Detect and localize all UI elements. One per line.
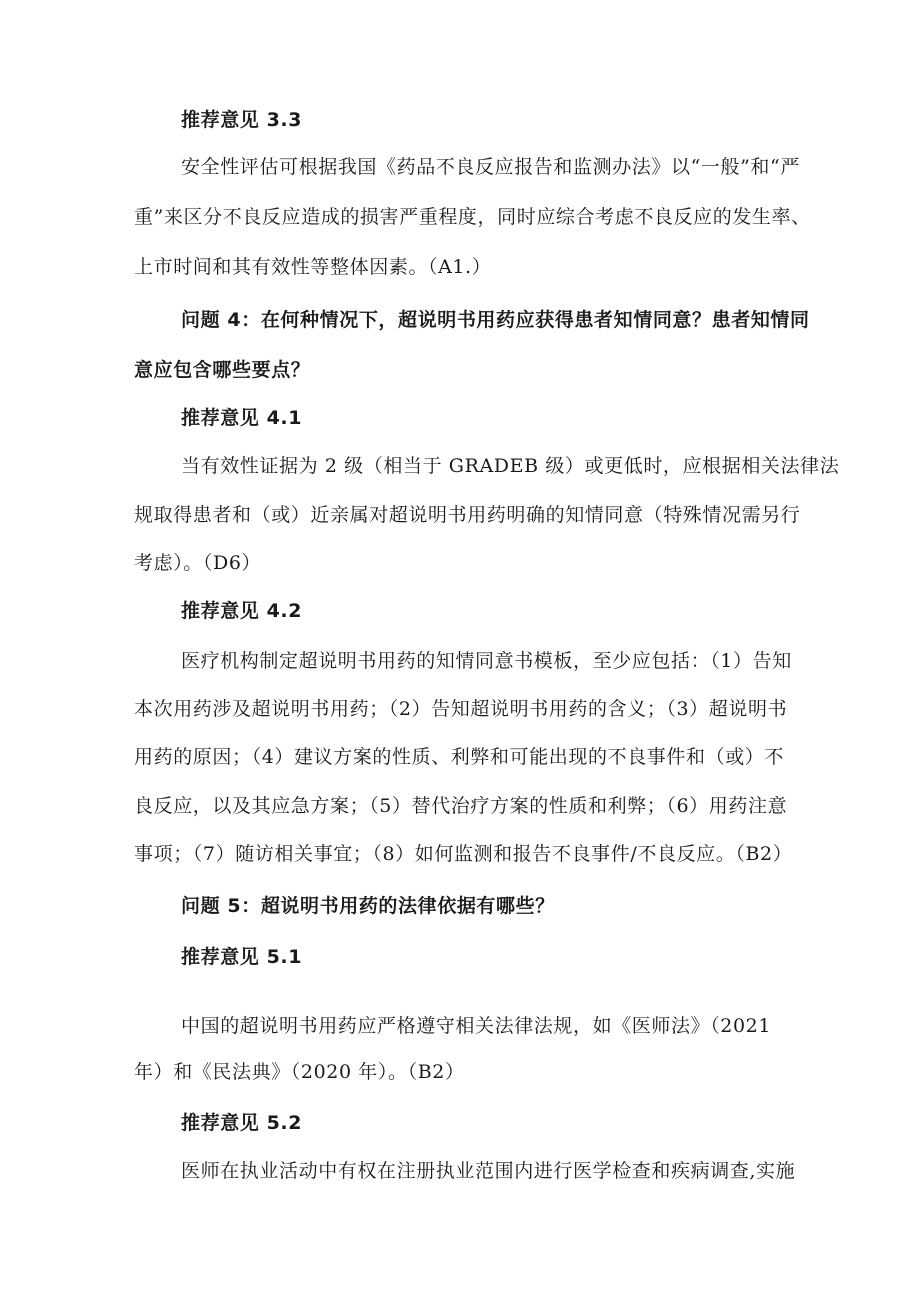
recommendation-heading-3-3: 推荐意见 3.3: [181, 109, 303, 131]
recommendation-heading-5-1: 推荐意见 5.1: [181, 946, 303, 968]
paragraph-line: 当有效性证据为 2 级（相当于 GRADEB 级）或更低时，应根据相关法律法: [181, 455, 840, 477]
question-4-line: 问题 4：在何种情况下，超说明书用药应获得患者知情同意？患者知情同: [181, 309, 810, 331]
paragraph-line: 重”来区分不良反应造成的损害严重程度，同时应综合考虑不良反应的发生率、: [134, 206, 811, 228]
question-4-line: 意应包含哪些要点？: [134, 359, 311, 381]
recommendation-heading-4-2: 推荐意见 4.2: [181, 600, 303, 622]
recommendation-heading-5-2: 推荐意见 5.2: [181, 1112, 303, 1134]
paragraph-line: 上市时间和其有效性等整体因素。（A1.）: [134, 256, 492, 278]
paragraph-line: 考虑）。（D6）: [134, 552, 262, 574]
question-5-line: 问题 5：超说明书用药的法律依据有哪些？: [181, 895, 555, 917]
paragraph-line: 规取得患者和（或）近亲属对超说明书用药明确的知情同意（特殊情况需另行: [134, 504, 801, 526]
recommendation-heading-4-1: 推荐意见 4.1: [181, 407, 303, 429]
paragraph-line: 中国的超说明书用药应严格遵守相关法律法规，如《医师法》（2021: [181, 1015, 772, 1037]
paragraph-line: 用药的原因；（4）建议方案的性质、利弊和可能出现的不良事件和（或）不: [134, 746, 784, 768]
paragraph-line: 医疗机构制定超说明书用药的知情同意书模板，至少应包括：（1）告知: [181, 650, 792, 672]
paragraph-line: 医师在执业活动中有权在注册执业范围内进行医学检查和疾病调查,实施: [181, 1160, 796, 1182]
paragraph-line: 安全性评估可根据我国《药品不良反应报告和监测办法》以“一般”和“严: [181, 156, 800, 178]
paragraph-line: 本次用药涉及超说明书用药；（2）告知超说明书用药的含义；（3）超说明书: [134, 698, 788, 720]
paragraph-line: 良反应，以及其应急方案；（5）替代治疗方案的性质和利弊；（6）用药注意: [134, 795, 788, 817]
paragraph-line: 年）和《民法典》（2020 年）。（B2）: [134, 1061, 465, 1083]
paragraph-line: 事项；（7）随访相关事宜；（8）如何监测和报告不良事件/不良反应。（B2）: [134, 843, 793, 865]
